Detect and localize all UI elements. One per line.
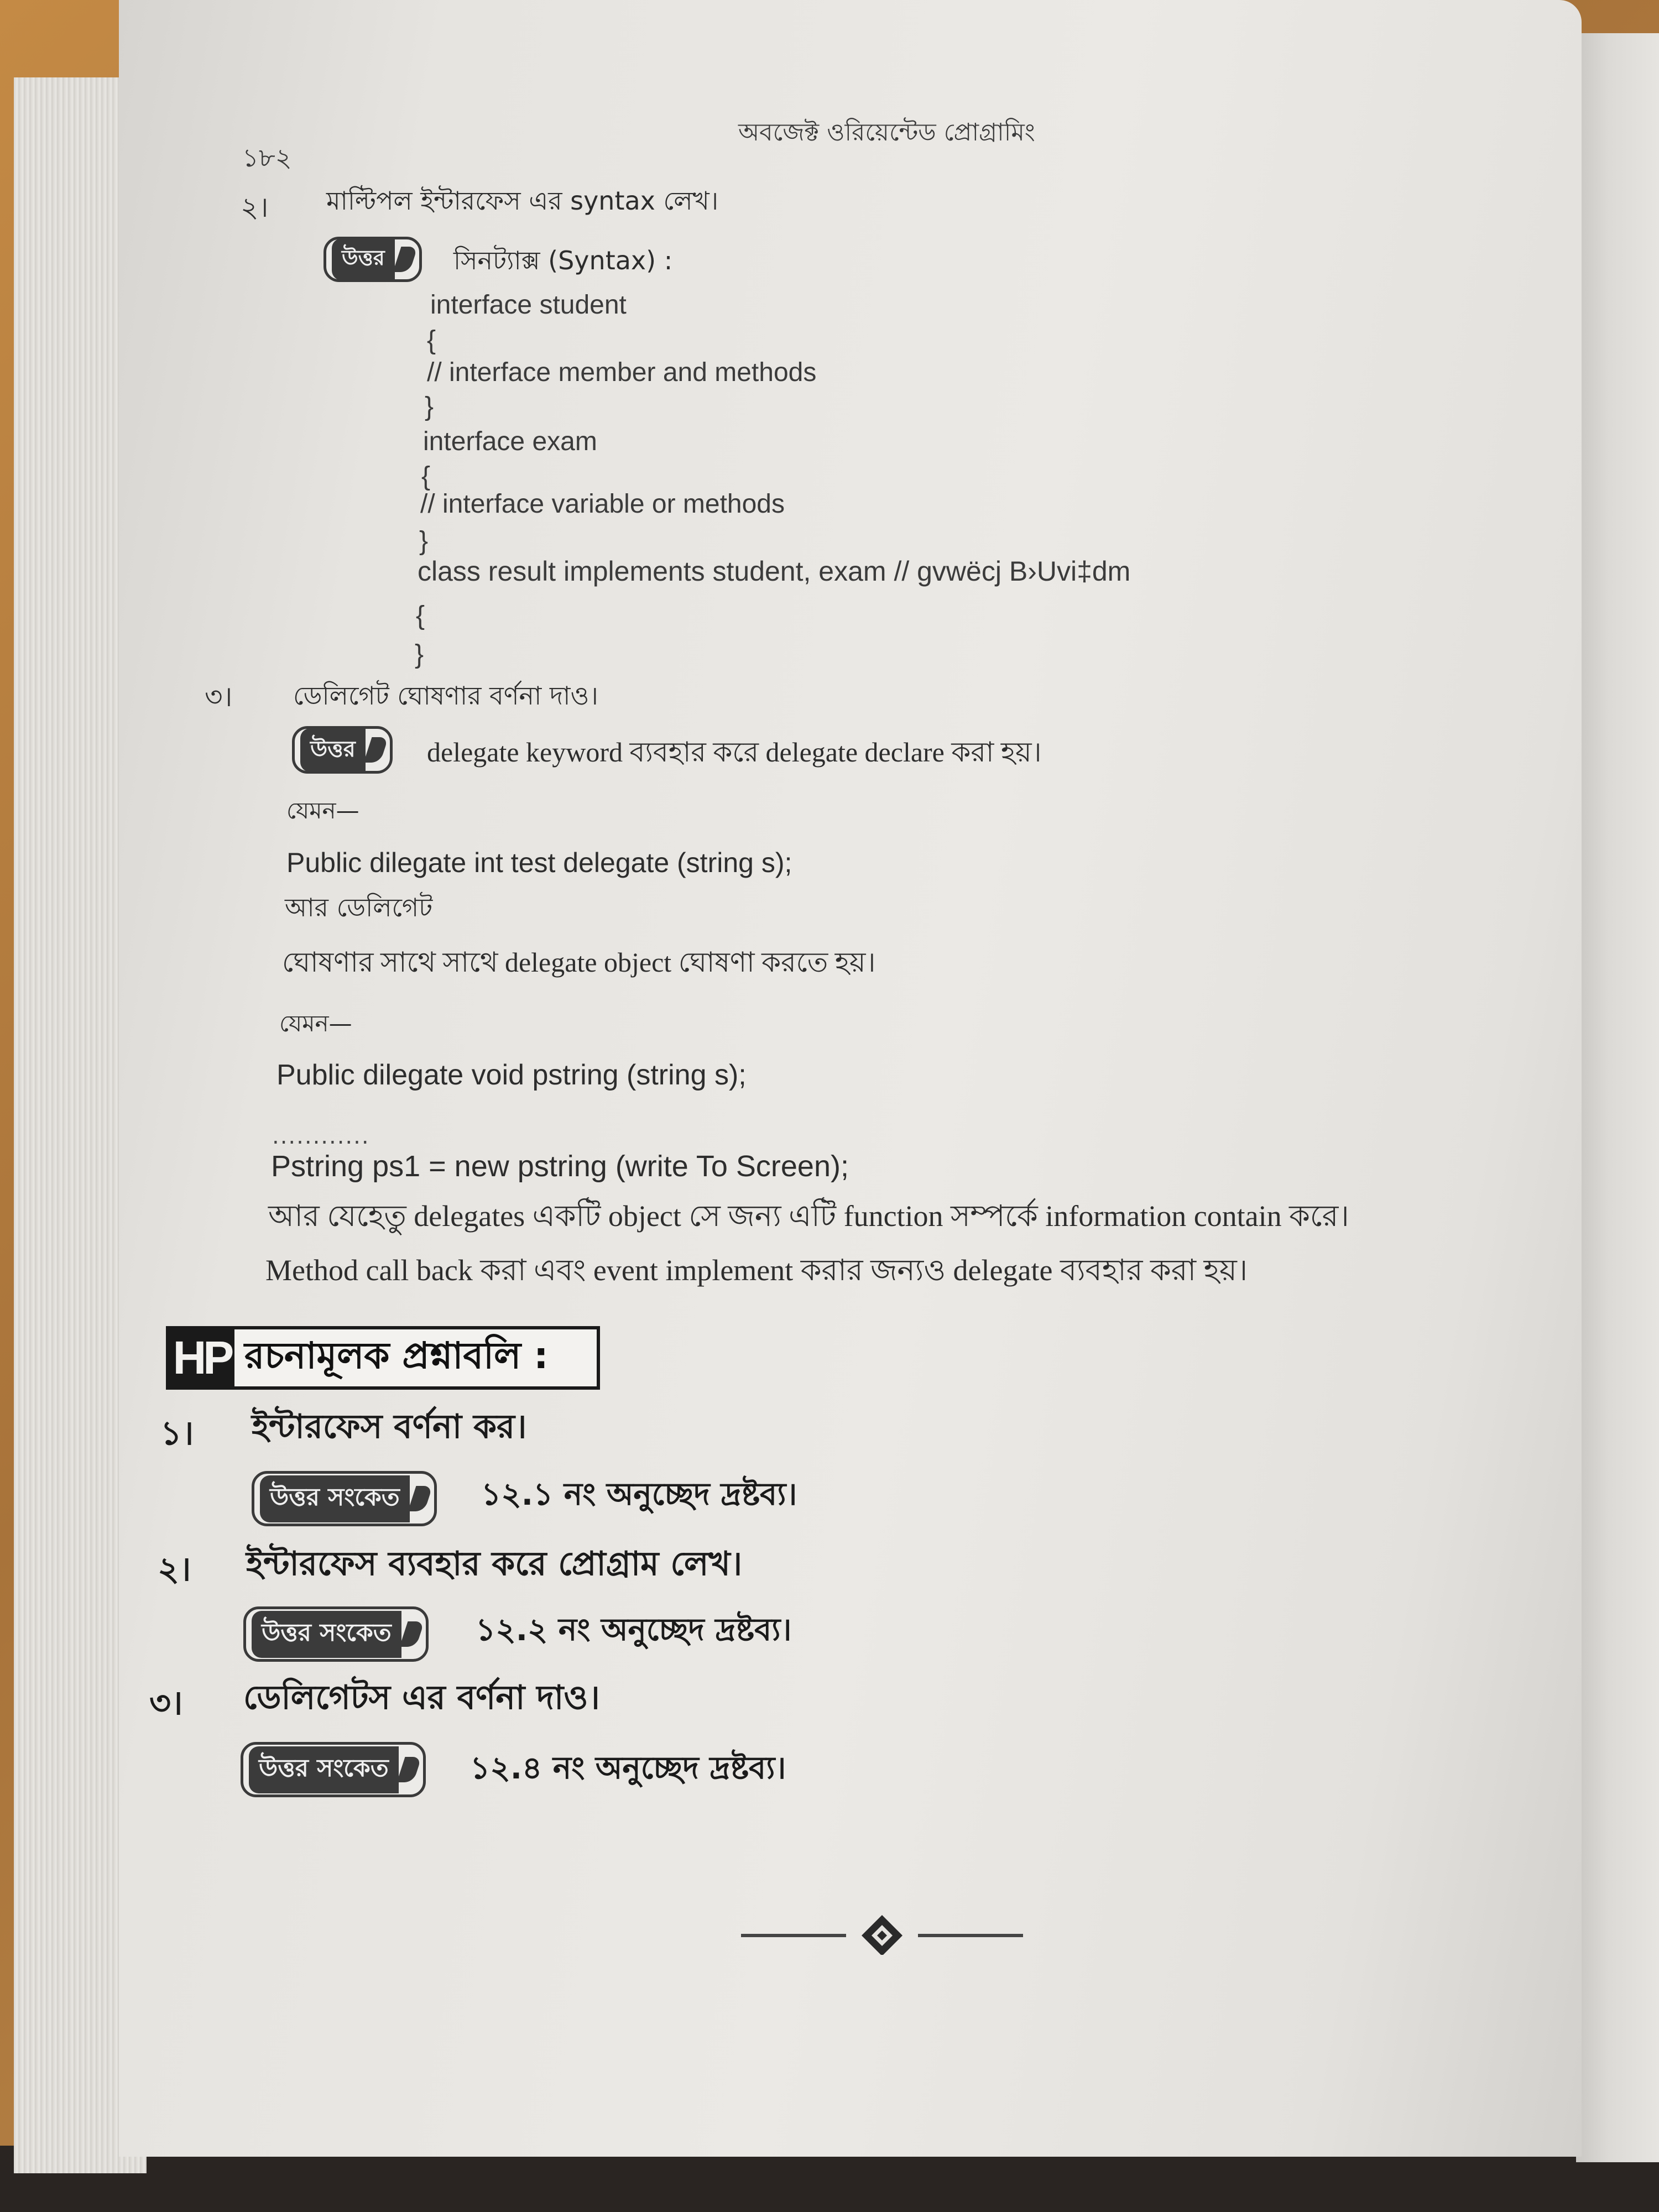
code-line: interface student [430,290,627,320]
essay-hint: ১২.৪ নং অনুচ্ছেদ দ্রষ্টব্য। [470,1750,786,1786]
essay-number: ১। [160,1414,194,1453]
ellipsis-dots: ............ [272,1124,370,1149]
code-line: interface exam [423,427,597,456]
code-line: } [415,640,424,669]
code-example-3: Pstring ps1 = new pstring (write To Screen); [271,1150,849,1183]
code-line: class result implements student, exam // gvwëcj B›Uvi‡dm [418,556,1131,587]
example-label: যেমন— [286,797,359,824]
essay-number: ৩। [149,1684,183,1723]
q2-number: ২। [241,191,269,223]
q3-answer-text: delegate keyword ব্যবহার করে delegate declare করা হয়। [427,737,1042,768]
line-a: আর ডেলিগেট [285,893,433,922]
code-line: } [419,526,429,556]
next-page-edge [1576,33,1659,2162]
essay-hint-badge: উত্তর সংকেত [241,1742,426,1797]
essay-number: ২। [158,1550,191,1589]
paragraph-1: আর যেহেতু delegates একটি object সে জন্য এটি function সম্পর্কে information contain করে। [268,1199,1349,1233]
essay-question: ইন্টারফেস বর্ণনা কর। [252,1407,527,1446]
section-title: রচনামূলক প্রশ্নাবলি : [244,1334,549,1377]
code-line: { [427,326,436,355]
end-ornament [741,1911,1029,1955]
code-line: } [425,392,434,421]
essay-hint: ১২.২ নং অনুচ্ছেদ দ্রষ্টব্য। [476,1612,792,1648]
essay-question: ডেলিগেটস এর বর্ণনা দাও। [243,1678,600,1717]
example-label: যেমন— [279,1010,352,1037]
code-example-1: Public dilegate int test delegate (string s); [286,847,792,878]
hp-logo: HP [169,1329,234,1386]
paragraph-2: Method call back করা এবং event implement করার জন্যও delegate ব্যবহার করা হয়। [265,1254,1248,1287]
essay-hint-badge: উত্তর সংকেত [252,1471,437,1526]
code-example-2: Public dilegate void pstring (string s); [276,1059,747,1091]
code-line: // interface member and methods [427,358,817,387]
essay-question: ইন্টারফেস ব্যবহার করে প্রোগ্রাম লেখ। [246,1545,743,1583]
q2-question: মাল্টিপল ইন্টারফেস এর syntax লেখ। [326,186,719,216]
essay-hint: ১২.১ নং অনুচ্ছেদ দ্রষ্টব্য। [481,1477,797,1512]
page-number: ১৮২ [242,143,292,173]
code-line: { [421,462,431,491]
q2-answer-badge: উত্তর [324,237,422,282]
code-line: { [416,601,425,630]
q3-answer-badge: উত্তর [292,726,393,774]
essay-hint-badge: উত্তর সংকেত [243,1606,429,1662]
q3-question: ডেলিগেট ঘোষণার বর্ণনা দাও। [293,681,598,711]
q3-number: ৩। [205,681,233,713]
q2-answer-label: সিনট্যাক্স (Syntax) : [453,246,673,275]
running-title: অবজেক্ট ওরিয়েন্টেড প্রোগ্রামিং [738,118,1035,147]
code-line: // interface variable or methods [420,489,785,519]
section-heading [166,1326,600,1390]
line-b: ঘোষণার সাথে সাথে delegate object ঘোষণা করতে হয়। [282,947,876,978]
